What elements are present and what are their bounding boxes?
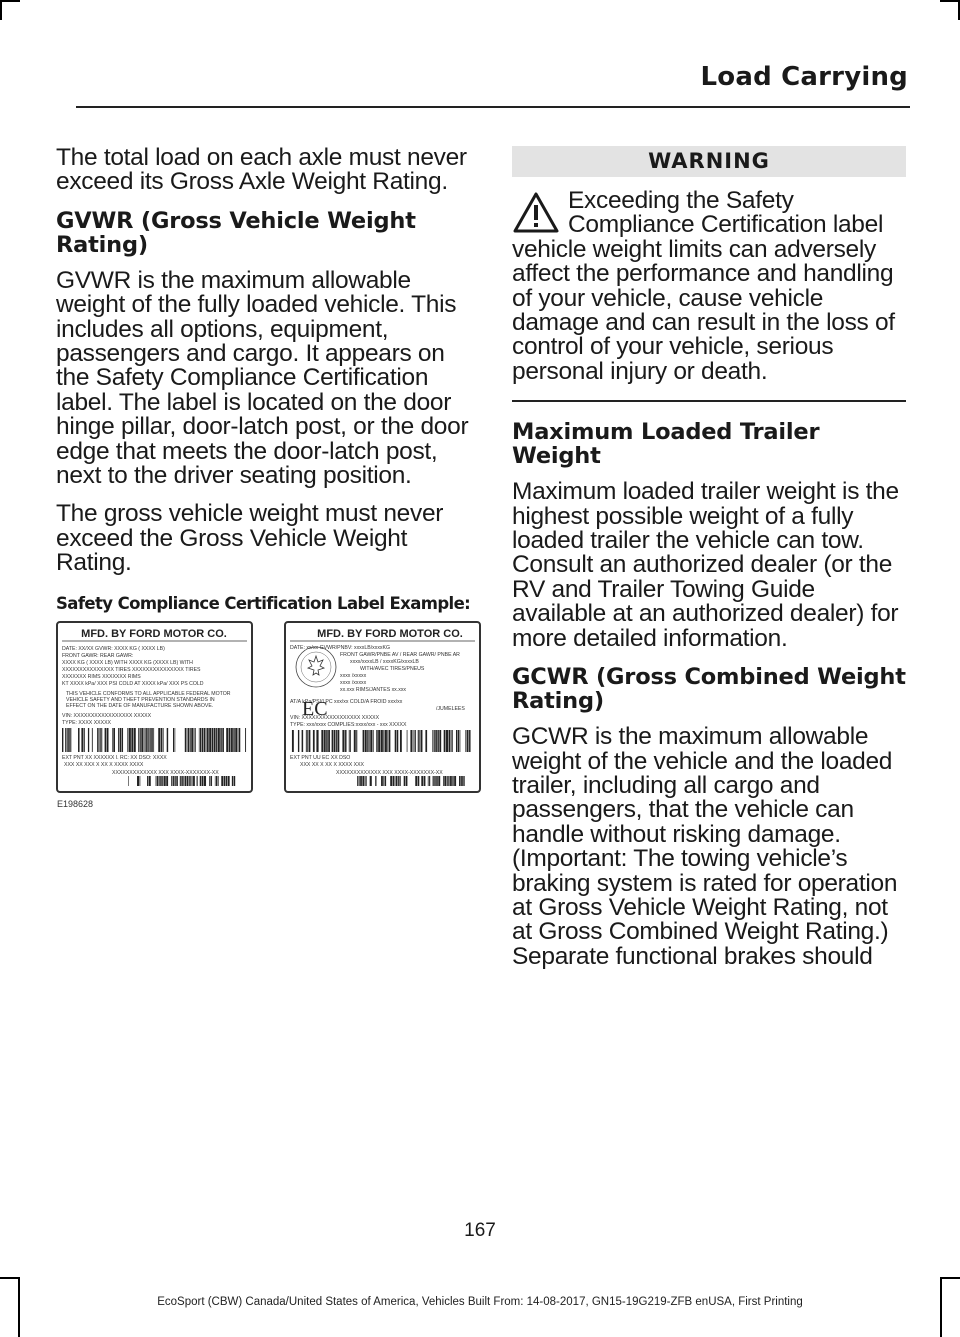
us-label-line: TYPE: XXXX XXXXX — [62, 719, 112, 726]
us-label-line: XXXXXXXXXXXXXXX TIRES XXXXXXXXXXXXXXX TIRES — [62, 666, 201, 673]
canada-label-line: xxxx /xxxxx — [340, 672, 367, 679]
canada-label-line: xxxx /xxxxx — [340, 679, 367, 686]
us-label-line: EFFECT ON THE DATE OF MANUFACTURE SHOWN ABOVE. — [66, 702, 214, 709]
canada-label-barcode-small — [357, 776, 465, 786]
warning-title: WARNING — [512, 146, 906, 177]
page-header-title: Load Carrying — [700, 62, 908, 92]
canada-label-line: AT/A kPa/PSI/LPC xxx/xx COLD/A FROID xxx/xx — [290, 698, 403, 705]
warning-triangle-icon — [512, 191, 560, 235]
footer-text: EcoSport (CBW) Canada/United States of America, Vehicles Built From: 14-08-2017, GN15-19G219-ZFB enUSA, First Printing — [157, 1296, 803, 1308]
us-label-line: XXXX KG ( XXXX LB) WITH XXXX KG (XXXX LB) WITH — [62, 659, 193, 666]
label-example-heading: Safety Compliance Certification Label Example: — [56, 593, 471, 613]
us-label-line: KT XXXX kPa/ XXX PSI COLD AT XXXX kPa/ XXX PS COLD — [62, 680, 204, 687]
warning-text: Exceeding the Safety Compliance Certification label vehicle weight limits can adversely affect the performance and handling of your vehicle, cause vehicle damage and can result in the loss of control of your vehicle, serious personal injury or death. — [512, 187, 895, 385]
canada-label-barcode — [292, 730, 471, 752]
us-label-line: FRONT GAWR: REAR GAWR: — [62, 652, 134, 659]
gross-weight-paragraph: The gross vehicle weight must never exceed the Gross Vehicle Weight Rating. — [56, 500, 444, 577]
page-number: 167 — [464, 1220, 496, 1241]
certification-label-figure — [56, 621, 477, 817]
warning-divider — [512, 400, 906, 402]
gvwr-heading: GVWR (Gross Vehicle Weight Rating) — [56, 207, 416, 258]
header-divider — [76, 106, 910, 108]
canada-label-line: TYPE: xxx/xxxx COMPLIES:xxxx/xxx - xxx XXXXX — [290, 721, 407, 728]
warning-box — [512, 189, 906, 384]
canada-label-line: xxxx/xxxxLB / xxxxKG/xxxxLB — [350, 658, 419, 665]
us-label-drawing — [58, 623, 251, 791]
us-label-line: VEHICLE SAFETY AND THEFT PREVENTION STANDARDS IN — [66, 696, 215, 703]
maple-leaf-seal-icon — [296, 647, 336, 687]
us-label-line: XXXXXXX RIMS XXXXXXX RIMS — [62, 673, 141, 680]
canada-label-line: FRONT GAWR/PNBE AV / REAR GAWR/ PNBE AR — [340, 651, 460, 658]
canada-label-line: XXX XX X XX X XXXX XXX — [300, 761, 365, 768]
canada-label-line: EXT PNT UU EC XX DSO — [290, 754, 351, 761]
canada-label-line: VIN: XXXXXXXXXXXXXXXXX XXXXX — [290, 714, 380, 721]
axle-load-paragraph: The total load on each axle must never exceed its Gross Axle Weight Rating. — [56, 144, 467, 196]
us-label-line: DATE: XX/XX GVWR: XXXX KG ( XXXX LB) — [62, 645, 165, 652]
crop-mark — [0, 0, 2, 20]
trailer-weight-paragraph: Maximum loaded trailer weight is the highest possible weight of a fully loaded trailer the vehicle can tow. Consult an authorized dealer (or the RV and Trailer Towing Guide available at an authorized dealer) for more detailed information. — [512, 478, 899, 652]
trailer-weight-heading: Maximum Loaded Trailer Weight — [512, 419, 820, 470]
canada-label-line: xx.xxx RIMS/JANTES xx.xxx — [340, 686, 407, 693]
canada-label-title: MFD. BY FORD MOTOR CO. — [317, 627, 463, 640]
gvwr-paragraph: GVWR is the maximum allowable weight of the fully loaded vehicle. This includes all options, equipment, passengers and cargo. It appears on the Safety Compliance Certification label. The label is located on the door hinge pillar, door-latch post, or the door edge that meets the door-latch post, next to the driver seating position. — [56, 266, 469, 490]
figure-code: E198628 — [57, 798, 94, 809]
right-column — [512, 146, 906, 983]
canada-label-line: XXXXXXXXXXXXX XXX XXXX-XXXXXXX-XX — [336, 769, 443, 776]
canada-label-line: DATE: xx/xx GVWR/PNBV: xxxxLB/xxxxKG — [290, 644, 391, 651]
crop-mark — [940, 0, 960, 2]
ec-mark-text: EC — [302, 697, 328, 720]
crop-mark — [0, 0, 20, 2]
us-label-line: XXXXXXXXXXXXX XXX XXXX-XXXXXXX-XX — [112, 769, 219, 776]
left-column — [56, 146, 476, 817]
us-label-line: EXT PNT XX XXXXXX I. RC: XX DSO: XXXX — [62, 754, 167, 761]
us-certification-label — [56, 621, 253, 793]
canada-label-line: /JUMELEES — [436, 705, 465, 712]
canada-label-line: WITH/AVEC TIRES/PNEUS — [360, 665, 425, 672]
crop-mark — [0, 1277, 20, 1279]
us-label-barcode — [62, 728, 246, 752]
us-label-line: VIN: XXXXXXXXXXXXXXXXX XXXXX — [62, 712, 152, 719]
gcwr-paragraph: GCWR is the maximum allowable weight of the vehicle and the loaded trailer, including all cargo and passengers, that the vehicle can handle without risking damage. (Important: The towing vehicle’s braking system is rated for operation at Gross Vehicle Weight Rating, not at Gross Combined Weight Rating.) Separate functional brakes should — [512, 723, 898, 970]
us-label-line: XXX XX XXX X XX X XXXX XXXX — [64, 761, 144, 768]
crop-mark — [940, 1277, 960, 1279]
canada-label-drawing — [286, 623, 479, 791]
gcwr-heading: GCWR (Gross Combined Weight Rating) — [512, 664, 906, 715]
us-label-barcode-small — [128, 776, 235, 786]
us-label-line: THIS VEHICLE CONFORMS TO ALL APPLICABLE FEDERAL MOTOR — [66, 690, 231, 697]
us-label-title: MFD. BY FORD MOTOR CO. — [81, 627, 227, 640]
canada-certification-label — [284, 621, 481, 793]
